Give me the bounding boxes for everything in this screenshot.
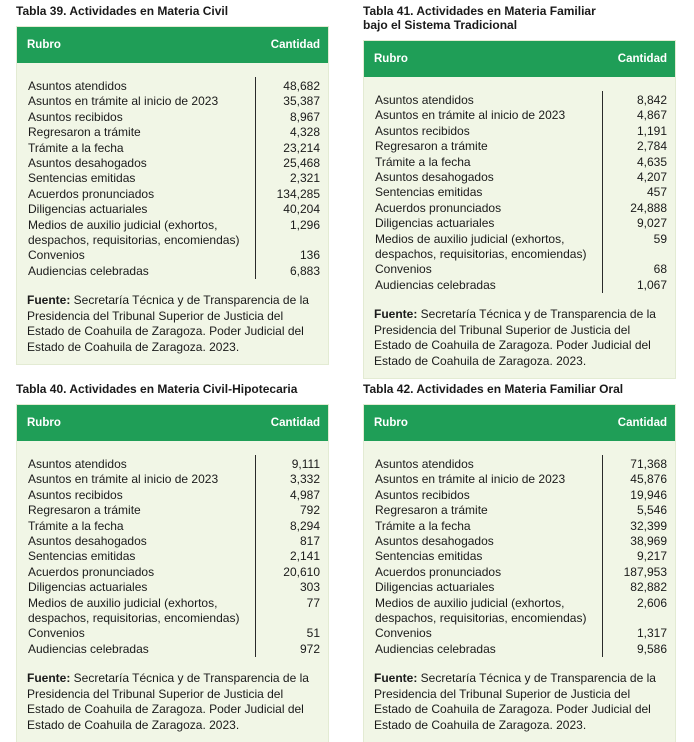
table-row [364, 278, 675, 293]
row-label: despachos, requisitorias, encomiendas) [28, 611, 240, 626]
row-value: 35,387 [283, 94, 320, 109]
table-40-body [17, 441, 328, 661]
row-label: Acuerdos pronunciados [375, 564, 502, 579]
table-41-header [364, 41, 675, 77]
col-cantidad-header: Cantidad [270, 417, 320, 429]
table-row [364, 170, 675, 185]
row-label: Asuntos desahogados [28, 534, 147, 549]
table-row [17, 503, 328, 518]
row-value: 1,317 [636, 626, 667, 641]
table-row [364, 108, 675, 123]
table-41 [363, 40, 676, 379]
row-value: 4,635 [636, 154, 667, 169]
table-42 [363, 404, 676, 742]
row-label: Trámite a la fecha [375, 154, 471, 169]
row-label: Trámite a la fecha [375, 518, 471, 533]
table-row [17, 94, 328, 109]
row-value: 817 [299, 534, 320, 549]
table-39-body [17, 63, 328, 283]
table-row [17, 171, 328, 186]
table-row [17, 141, 328, 156]
table-row [17, 519, 328, 534]
row-value: 2,321 [289, 171, 320, 186]
table-row [364, 247, 675, 262]
table-row [364, 93, 675, 108]
row-label: Regresaron a trámite [28, 503, 141, 518]
table-42-block [363, 382, 676, 742]
row-value [255, 611, 328, 626]
table-row [364, 472, 675, 487]
table-row [364, 216, 675, 231]
table-row [17, 472, 328, 487]
table-row [364, 262, 675, 277]
table-40-header [17, 405, 328, 441]
row-label: Asuntos atendidos [28, 79, 127, 93]
row-label: Asuntos recibidos [375, 123, 470, 138]
col-rubro-header: Rubro [374, 417, 408, 429]
row-value: 8,842 [636, 93, 667, 107]
row-label: Regresaron a trámite [375, 503, 488, 518]
col-rubro-header: Rubro [374, 53, 408, 65]
row-value [255, 233, 328, 248]
table-row [364, 139, 675, 154]
row-value: 792 [299, 503, 320, 518]
table-40-source: Fuente: Secretaría Técnica y de Transparencia de la Presidencia del Tribunal Superior de Justicia del Estado de Coahuila de Zaragoza. Poder Judicial del Estado de Coahuila de Zaragoza. 2023. [27, 671, 309, 733]
row-value: 4,987 [289, 487, 320, 502]
row-value: 4,207 [636, 170, 667, 185]
row-value: 4,867 [636, 108, 667, 123]
row-value: 45,876 [630, 472, 667, 487]
row-value: 24,888 [630, 200, 667, 215]
table-row [364, 549, 675, 564]
row-label: Diligencias actuariales [375, 216, 495, 231]
row-value: 51 [306, 626, 320, 641]
row-label: despachos, requisitorias, encomiendas) [28, 233, 240, 248]
row-value: 2,606 [636, 595, 667, 610]
table-41-title-line1: Tabla 41. Actividades en Materia Familiar [363, 4, 596, 18]
row-value: 303 [299, 580, 320, 595]
table-row [364, 565, 675, 580]
row-label: Regresaron a trámite [375, 139, 488, 154]
row-value [602, 611, 675, 626]
table-row [17, 580, 328, 595]
table-40 [16, 404, 329, 742]
table-row [17, 202, 328, 217]
table-row [364, 611, 675, 626]
row-value [602, 247, 675, 262]
row-label: Trámite a la fecha [28, 518, 124, 533]
table-42-body [364, 441, 675, 661]
row-value: 32,399 [630, 518, 667, 533]
table-41-block [363, 4, 676, 379]
row-value: 6,883 [289, 263, 320, 278]
row-label: Audiencias celebradas [28, 641, 149, 656]
row-label: Acuerdos pronunciados [28, 186, 155, 201]
row-label: Diligencias actuariales [28, 580, 148, 595]
row-value: 9,027 [636, 216, 667, 231]
col-cantidad-header: Cantidad [617, 417, 667, 429]
row-value: 71,368 [630, 457, 667, 471]
table-row [17, 264, 328, 279]
table-row [17, 110, 328, 125]
row-value: 187,953 [623, 564, 667, 579]
table-row [364, 580, 675, 595]
row-value: 25,468 [283, 156, 320, 171]
row-value: 5,546 [636, 503, 667, 518]
table-row [364, 626, 675, 641]
table-40-title: Tabla 40. Actividades en Materia Civil-Hipotecaria [16, 382, 298, 396]
table-row [364, 232, 675, 247]
table-row [17, 187, 328, 202]
row-label: Acuerdos pronunciados [28, 564, 155, 579]
table-41-title [363, 4, 676, 32]
row-value: 1,296 [289, 217, 320, 232]
row-label: Sentencias emitidas [28, 549, 136, 564]
row-label: Asuntos en trámite al inicio de 2023 [28, 472, 219, 487]
table-42-title: Tabla 42. Actividades en Materia Familiar Oral [363, 382, 624, 396]
row-label: Convenios [375, 626, 432, 641]
row-value: 3,332 [289, 472, 320, 487]
row-label: Asuntos desahogados [375, 534, 494, 549]
col-rubro-header: Rubro [27, 417, 61, 429]
row-label: Medios de auxilio judicial (exhortos, [28, 217, 218, 232]
table-row [17, 233, 328, 248]
table-row [364, 519, 675, 534]
row-label: Medios de auxilio judicial (exhortos, [375, 595, 565, 610]
row-value: 20,610 [283, 564, 320, 579]
row-label: Sentencias emitidas [375, 549, 483, 564]
row-label: Sentencias emitidas [28, 171, 136, 186]
row-value: 77 [306, 595, 320, 610]
table-row [364, 642, 675, 657]
table-41-title-line2: bajo el Sistema Tradicional [363, 18, 518, 32]
col-cantidad-header: Cantidad [617, 53, 667, 65]
row-label: Medios de auxilio judicial (exhortos, [28, 595, 218, 610]
table-39-source: Fuente: Secretaría Técnica y de Transparencia de la Presidencia del Tribunal Superior de Justicia del Estado de Coahuila de Zaragoza. Poder Judicial del Estado de Coahuila de Zaragoza. 2023. [27, 293, 309, 355]
table-row [364, 201, 675, 216]
row-value: 1,191 [636, 123, 667, 138]
row-value: 23,214 [283, 140, 320, 155]
table-row [17, 248, 328, 263]
table-40-block [16, 382, 329, 742]
row-label: Asuntos recibidos [375, 487, 470, 502]
row-value: 82,882 [630, 580, 667, 595]
table-row [17, 549, 328, 564]
row-label: despachos, requisitorias, encomiendas) [375, 611, 587, 626]
row-value: 9,586 [636, 641, 667, 656]
row-label: Asuntos recibidos [28, 487, 123, 502]
row-value: 1,067 [636, 277, 667, 292]
col-rubro-header: Rubro [27, 39, 61, 51]
row-label: Convenios [28, 248, 85, 263]
row-label: despachos, requisitorias, encomiendas) [375, 247, 587, 262]
table-row [364, 155, 675, 170]
row-value: 134,285 [276, 186, 320, 201]
row-label: Asuntos en trámite al inicio de 2023 [375, 472, 566, 487]
row-label: Asuntos en trámite al inicio de 2023 [28, 94, 219, 109]
row-label: Asuntos en trámite al inicio de 2023 [375, 108, 566, 123]
row-label: Regresaron a trámite [28, 125, 141, 140]
table-row [17, 79, 328, 94]
row-label: Asuntos desahogados [375, 170, 494, 185]
table-41-source: Fuente: Secretaría Técnica y de Transparencia de la Presidencia del Tribunal Superior de Justicia del Estado de Coahuila de Zaragoza. Poder Judicial del Estado de Coahuila de Zaragoza. 2023. [374, 307, 656, 369]
table-39-block [16, 4, 329, 365]
row-label: Asuntos atendidos [375, 93, 474, 107]
row-label: Medios de auxilio judicial (exhortos, [375, 231, 565, 246]
row-value: 457 [646, 185, 667, 200]
table-row [17, 565, 328, 580]
table-row [17, 611, 328, 626]
row-label: Asuntos atendidos [28, 457, 127, 471]
row-value: 2,141 [289, 549, 320, 564]
table-39-title: Tabla 39. Actividades en Materia Civil [16, 4, 229, 18]
table-row [364, 534, 675, 549]
table-row [17, 642, 328, 657]
row-label: Audiencias celebradas [28, 263, 149, 278]
row-value: 2,784 [636, 139, 667, 154]
row-value: 59 [653, 231, 667, 246]
table-row [17, 125, 328, 140]
row-label: Diligencias actuariales [375, 580, 495, 595]
row-label: Asuntos atendidos [375, 457, 474, 471]
row-label: Audiencias celebradas [375, 277, 496, 292]
table-42-source: Fuente: Secretaría Técnica y de Transparencia de la Presidencia del Tribunal Superior de Justicia del Estado de Coahuila de Zaragoza. Poder Judicial del Estado de Coahuila de Zaragoza. 2023. [374, 671, 656, 733]
table-row [364, 503, 675, 518]
row-value: 38,969 [630, 534, 667, 549]
table-row [17, 156, 328, 171]
row-value: 8,967 [289, 109, 320, 124]
col-cantidad-header: Cantidad [270, 39, 320, 51]
table-42-header [364, 405, 675, 441]
table-row [364, 124, 675, 139]
row-value: 8,294 [289, 518, 320, 533]
table-row [17, 457, 328, 472]
table-39-header [17, 27, 328, 63]
table-row [17, 596, 328, 611]
table-row [364, 596, 675, 611]
row-value: 4,328 [289, 125, 320, 140]
table-row [17, 534, 328, 549]
table-41-body [364, 77, 675, 297]
row-label: Diligencias actuariales [28, 202, 148, 217]
table-row [364, 457, 675, 472]
row-value: 40,204 [283, 202, 320, 217]
table-row [17, 626, 328, 641]
row-value: 19,946 [630, 487, 667, 502]
table-row [17, 488, 328, 503]
table-row [17, 218, 328, 233]
row-label: Asuntos recibidos [28, 109, 123, 124]
row-label: Sentencias emitidas [375, 185, 483, 200]
row-label: Convenios [28, 626, 85, 641]
row-label: Convenios [375, 262, 432, 277]
row-label: Trámite a la fecha [28, 140, 124, 155]
row-label: Asuntos desahogados [28, 156, 147, 171]
row-value: 68 [653, 262, 667, 277]
row-value: 972 [299, 641, 320, 656]
row-value: 9,111 [291, 457, 320, 471]
table-row [364, 185, 675, 200]
row-label: Audiencias celebradas [375, 641, 496, 656]
table-39 [16, 26, 329, 365]
row-value: 136 [299, 248, 320, 263]
row-value: 48,682 [283, 79, 320, 93]
table-row [364, 488, 675, 503]
row-value: 9,217 [636, 549, 667, 564]
row-label: Acuerdos pronunciados [375, 200, 502, 215]
